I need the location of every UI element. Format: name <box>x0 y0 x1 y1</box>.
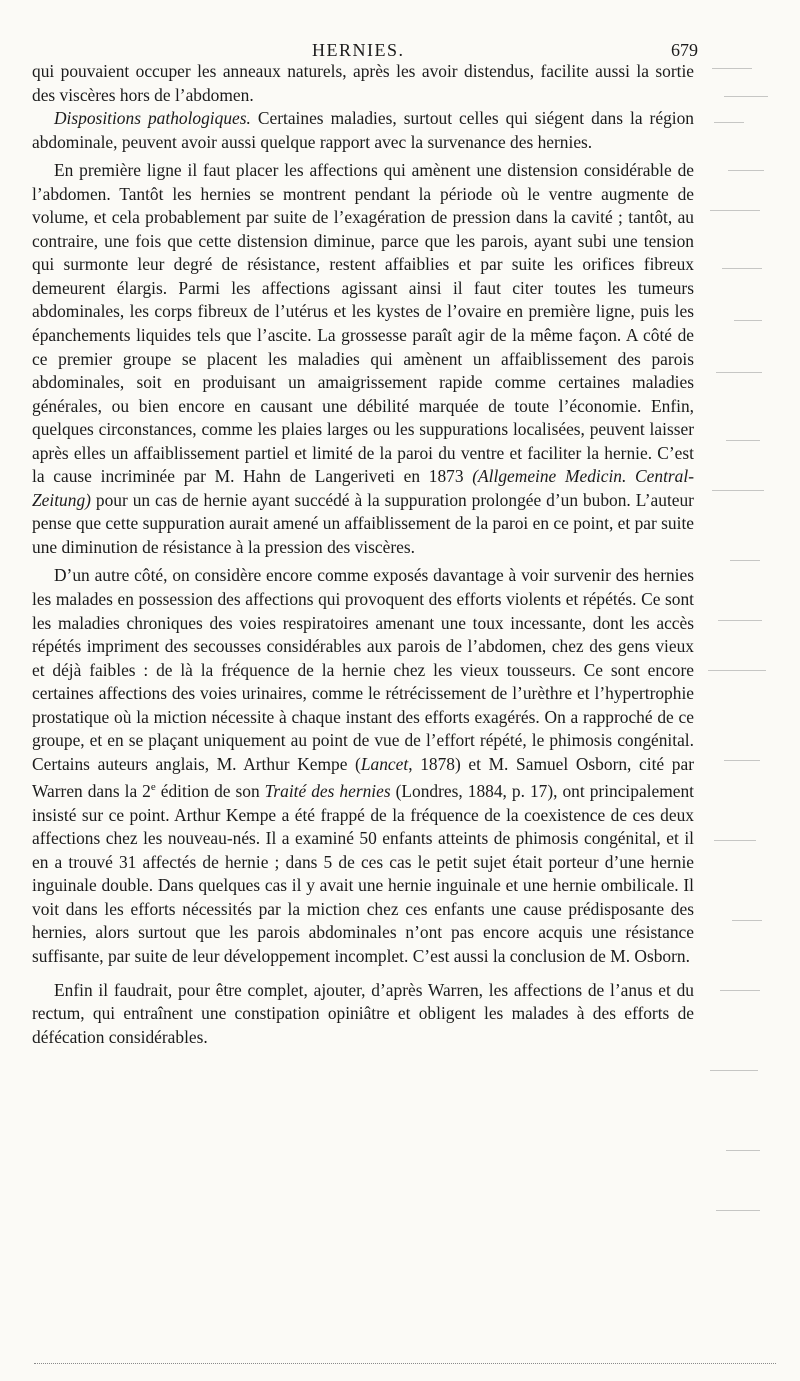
page-number: 679 <box>671 40 698 60</box>
superscript-e: e <box>150 781 156 794</box>
running-title: HERNIES. <box>312 40 405 60</box>
paragraph-text: (Londres, 1884, p. 17), ont principalement insisté sur ce point. Arthur Kempe a été frappé de la fréquence de la coexistence de ces deux affections chez les nouveau-nés. Il a examiné 50 enfants atteints de phimosis congénital, et il en a trouvé 31 affectés de hernie ; dans 5 de ces cas le petit sujet était porteur d’une hernie inguinale double. Dans quelques cas il y avait une hernie inguinale et une hernie ombilicale. Il voit dans les efforts nécessités par la miction chez ces enfants une cause prédisposante des hernies, alors surtout que les parois abdominales n’ont pas encore acquis une résistance suffisante, par suite de leur développement incomplet. C’est aussi la conclusion de M. Osborn. <box>32 781 695 967</box>
page-header <box>32 0 698 60</box>
paragraph-distension <box>32 159 694 559</box>
paragraph-anus-rectum: Enfin il faudrait, pour être complet, ajouter, d’après Warren, les affections de l’anus et du rectum, qui entraînent une constipation opiniâtre et obligent les malades à des efforts de défécation considérables. <box>32 979 694 1047</box>
paragraph-text: D’un autre côté, on considère encore comme exposés davantage à voir survenir des hernies les malades en possession des affections qui provoquent des efforts violents et répétés. Ce sont les maladies chroniques des voies respiratoires amenant une toux incessante, dont les accès répétés impriment des secousses considérables aux parois de l’abdomen, chez des gens vieux et déjà faibles : de là la fréquence de la hernie chez les vieux tousseurs. Ce sont encore certaines affections des voies urinaires, comme le rétrécissement de l’urèthre et l’hypertrophie prostatique où la miction nécessite à chaque instant des efforts exagérés. On a rapproché de ce groupe, et en se plaçant uniquement au point de vue de l’effort répété, le phimosis congénital. Certains auteurs anglais, M. Arthur Kempe ( <box>32 565 694 774</box>
paragraph-text: , 1878) et M. Samuel Osborn, cité par Warren dans la 2 <box>32 753 694 802</box>
paragraph-text: Certaines maladies, surtout celles qui siégent dans la région abdominale, peuvent avoir aussi quelque rapport avec la survenance des hernies. <box>32 108 694 152</box>
section-heading-italic: Dispositions pathologiques. <box>54 108 251 129</box>
journal-title-italic: (Allgemeine Medicin. Central-Zeitung) <box>32 466 694 510</box>
paragraph-text: pour un cas de hernie ayant succédé à la suppuration prolongée d’un bubon. L’auteur pense que cette suppuration aurait amené un affaiblissement de la paroi en ce point, et par suite une diminution de résistance à la pression des viscères. <box>32 489 694 557</box>
body-text <box>32 60 694 1049</box>
paragraph-continuation: qui pouvaient occuper les anneaux naturels, après les avoir distendus, facilite aussi la sortie des viscères hors de l’abdomen. <box>32 61 694 105</box>
book-title-italic: Traité des hernies <box>264 781 391 802</box>
lancet-italic: Lancet <box>360 753 409 774</box>
margin-bleed-through <box>704 60 774 1240</box>
paragraph-text: édition de son <box>155 781 265 802</box>
paragraph-dispositions <box>32 107 694 154</box>
document-page <box>32 0 698 1049</box>
bottom-dotted-rule <box>34 1363 776 1364</box>
paragraph-text: En première ligne il faut placer les affections qui amènent une distension considérable de l’abdomen. Tantôt les hernies se montrent pendant la période où le ventre augmente de volume, et cela probablement par suite de l’exagération de pression dans la cavité ; tantôt, au contraire, une fois que cette distension diminue, parce que les parois, ayant subi une tension qui surmonte leur degré de résistance, restent affaiblies et par suite les orifices fibreux demeurent élargis. Parmi les affections agissant ainsi il faut citer toutes les tumeurs abdominales, les corps fibreux de l’utérus et les kystes de l’ovaire en première ligne, puis les épanchements liquides tels que l’ascite. La grossesse paraît agir de la même façon. A côté de ce premier groupe se placent les maladies qui amènent un affaiblissement des parois abdominales, soit en produisant un amaigrissement rapide comme certaines maladies générales, ou bien encore en causant une débilité marquée de toute l’économie. Enfin, quelques circonstances, comme les plaies larges ou les suppurations localisées, peuvent laisser après elles un affaiblissement partiel et limité de la paroi du ventre et faciliter la hernie. C’est la cause incriminée par M. Hahn de Langeriveti en 1873 <box>32 160 694 487</box>
paragraph-efforts <box>32 564 694 968</box>
